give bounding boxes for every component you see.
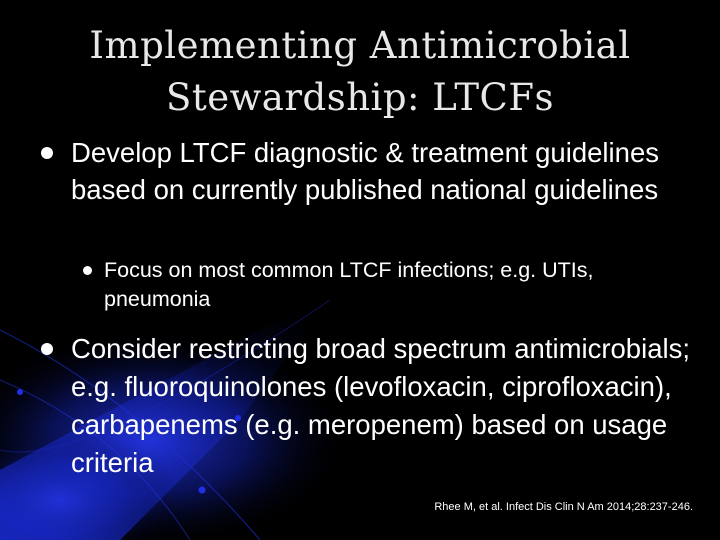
- bullet-text: Consider restricting broad spectrum antimicrobials; e.g. fluoroquinolones (levofloxacin, ciprofloxacin), carbapenems (e.g. meropenem) based on usage criteria: [71, 333, 690, 478]
- bullet-dot-icon: [41, 343, 53, 355]
- title-line-2: Stewardship: LTCFs: [166, 76, 554, 119]
- bullet-text: Develop LTCF diagnostic & treatment guidelines based on currently published national guidelines: [71, 137, 659, 205]
- node-dot: [199, 487, 206, 494]
- bullet-text: Focus on most common LTCF infections; e.g. UTIs, pneumonia: [104, 258, 594, 311]
- node-dot: [17, 389, 23, 395]
- bullet-item: [71, 330, 701, 482]
- title-line-1: Implementing Antimicrobial: [89, 24, 631, 67]
- slide-title: [30, 20, 690, 124]
- sub-bullet-item: [104, 256, 704, 314]
- citation: Rhee M, et al. Infect Dis Clin N Am 2014;28:237-246.: [434, 501, 693, 513]
- bullet-dot-icon: [83, 266, 92, 275]
- bullet-dot-icon: [41, 147, 53, 159]
- bullet-item: [71, 134, 701, 208]
